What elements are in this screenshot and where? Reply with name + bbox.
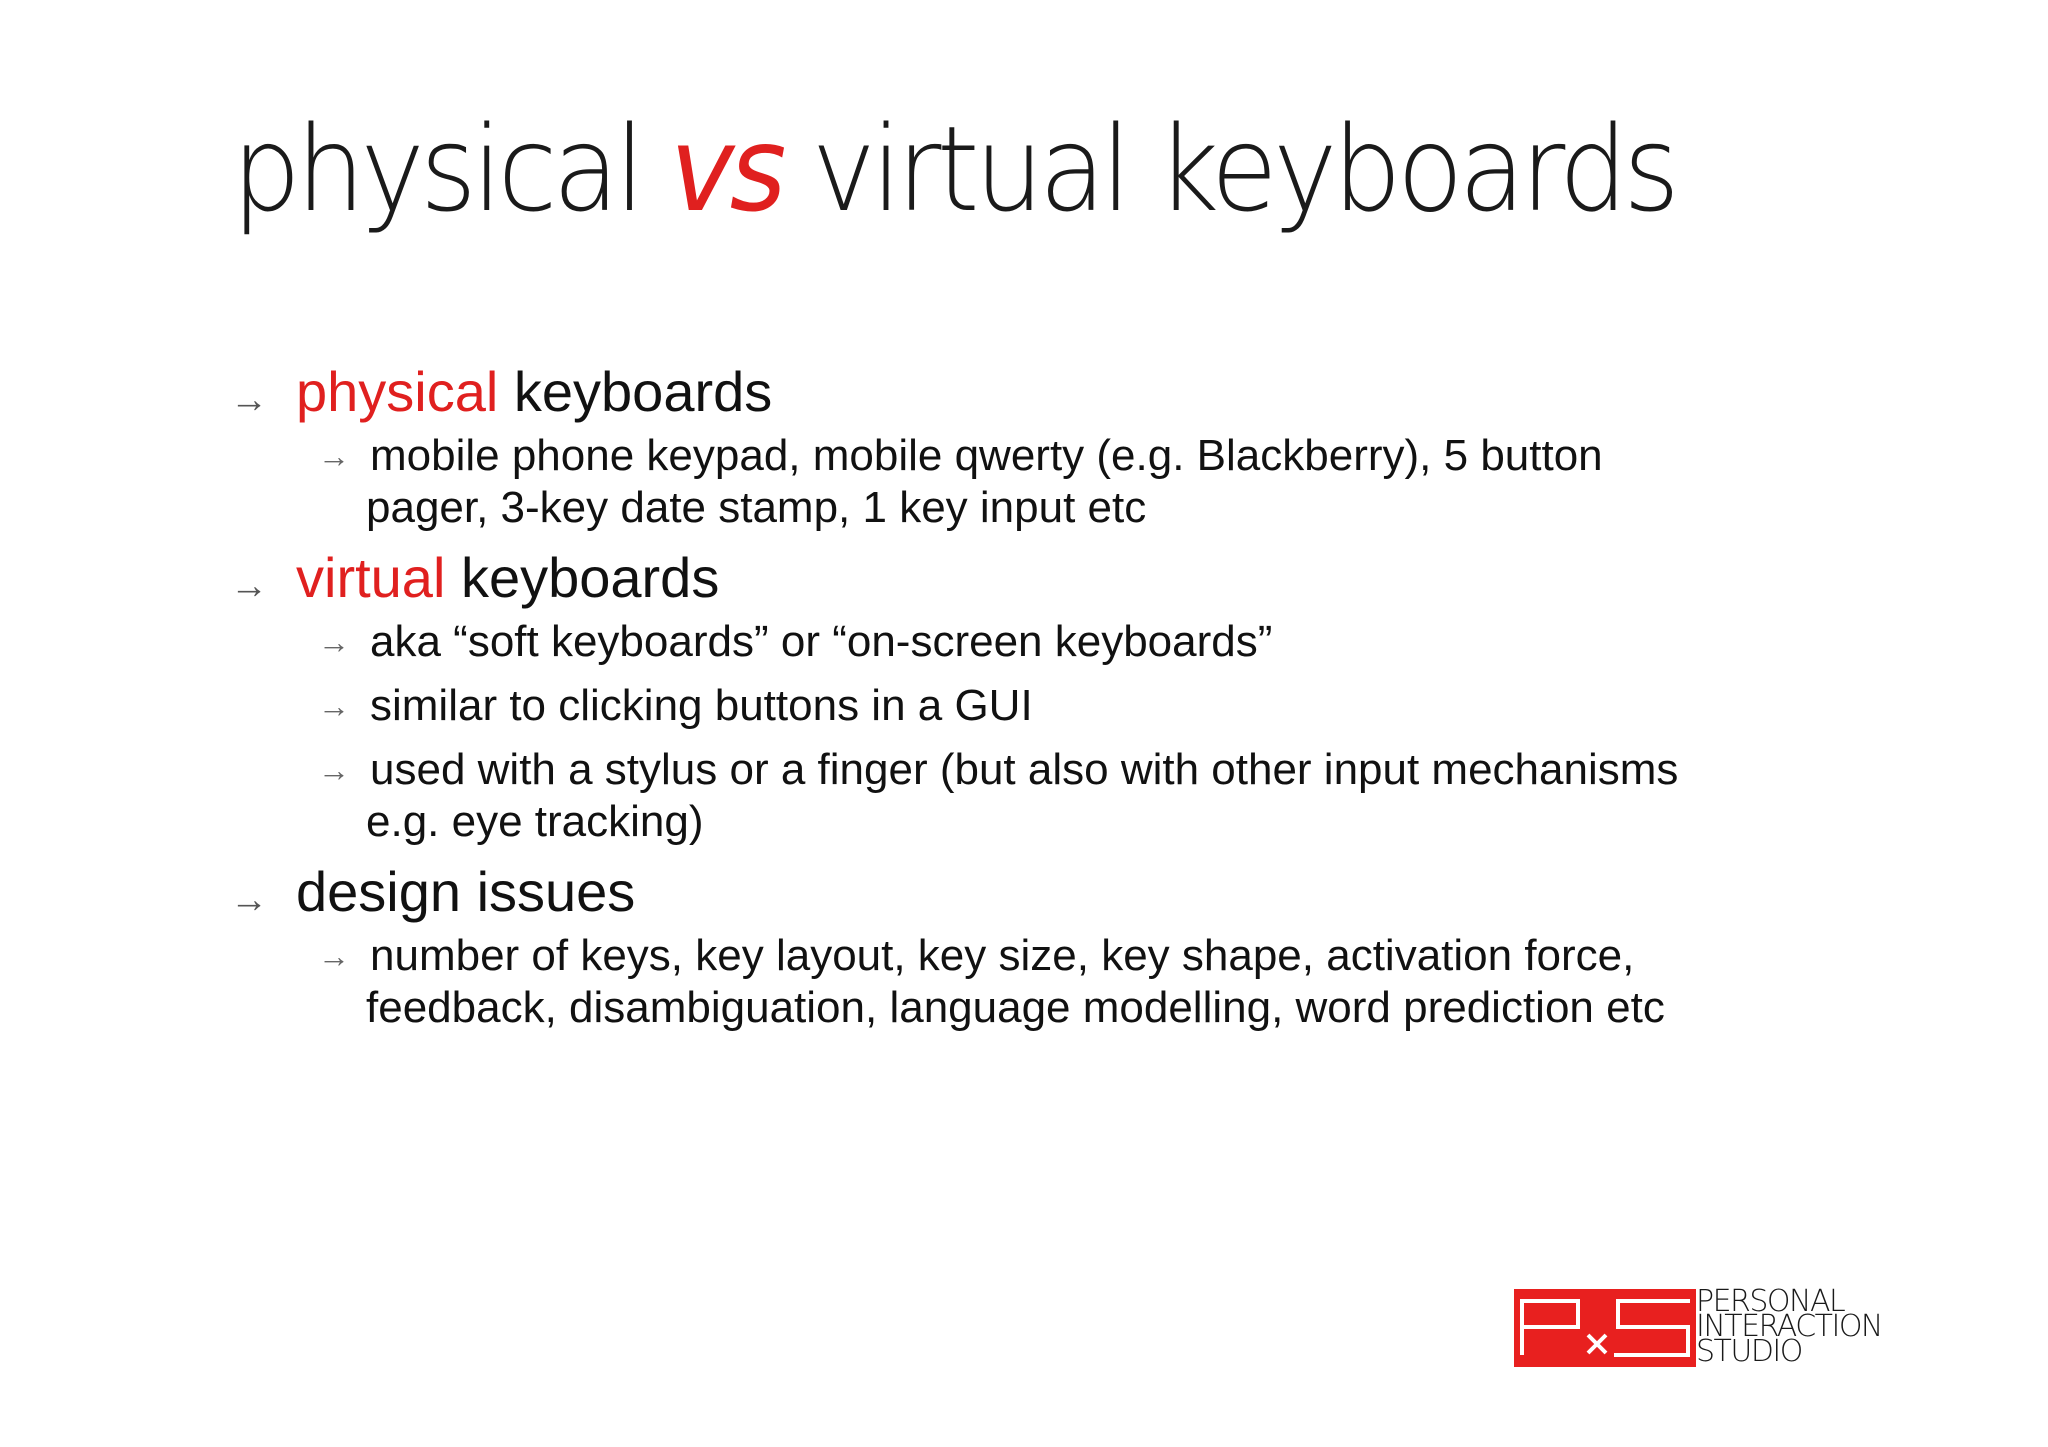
bullet-text: design issues: [296, 860, 636, 923]
bullet-virtual-keyboards: [230, 546, 1830, 610]
arrow-icon: →: [230, 565, 268, 607]
bullet-accent: virtual: [296, 546, 446, 609]
arrow-icon: →: [318, 688, 350, 724]
title-accent-vs: vs: [670, 100, 782, 238]
arrow-icon: →: [230, 379, 268, 421]
sub-bullet-line: feedback, disambiguation, language modelling, word prediction etc: [366, 983, 1665, 1032]
sub-bullet-line: used with a stylus or a finger (but also with other input mechanisms: [370, 745, 1679, 794]
sub-bullet: [230, 680, 1830, 732]
sub-bullet: [230, 616, 1830, 668]
pxs-logo-wordmark: [1696, 1284, 1882, 1369]
sub-bullet: [230, 744, 1830, 848]
bullet-list: [230, 360, 1830, 1034]
bullet-accent: physical: [296, 360, 499, 423]
sub-bullet: [230, 430, 1830, 534]
sub-bullet: [230, 930, 1830, 1034]
arrow-icon: →: [318, 624, 350, 660]
pxs-logo-glyph: [1514, 1289, 1696, 1367]
title-part-2: virtual keyboards: [781, 100, 1676, 238]
arrow-icon: →: [318, 438, 350, 474]
sub-bullet-line: mobile phone keypad, mobile qwerty (e.g. Blackberry), 5 button: [370, 431, 1603, 480]
title-part-1: physical: [232, 100, 671, 238]
sub-bullet-line: similar to clicking buttons in a GUI: [370, 681, 1033, 730]
logo-line: PERSONAL: [1696, 1284, 1845, 1319]
sub-bullet-line: e.g. eye tracking): [366, 797, 704, 846]
logo-line: INTERACTION: [1696, 1309, 1882, 1344]
arrow-icon: →: [318, 938, 350, 974]
arrow-icon: →: [230, 879, 268, 921]
bullet-design-issues: [230, 860, 1830, 924]
bullet-text: keyboards: [498, 360, 773, 423]
pxs-logo-mark: [1514, 1289, 1696, 1367]
slide-title: [232, 100, 1676, 238]
arrow-icon: →: [318, 752, 350, 788]
logo-line: STUDIO: [1696, 1334, 1802, 1369]
sub-bullet-line: aka “soft keyboards” or “on-screen keyboards”: [370, 617, 1273, 666]
sub-bullet-line: pager, 3-key date stamp, 1 key input etc: [366, 483, 1147, 532]
sub-bullet-line: number of keys, key layout, key size, key shape, activation force,: [370, 931, 1635, 980]
bullet-text: keyboards: [445, 546, 720, 609]
pxs-logo: [1514, 1284, 1894, 1369]
bullet-physical-keyboards: [230, 360, 1830, 424]
